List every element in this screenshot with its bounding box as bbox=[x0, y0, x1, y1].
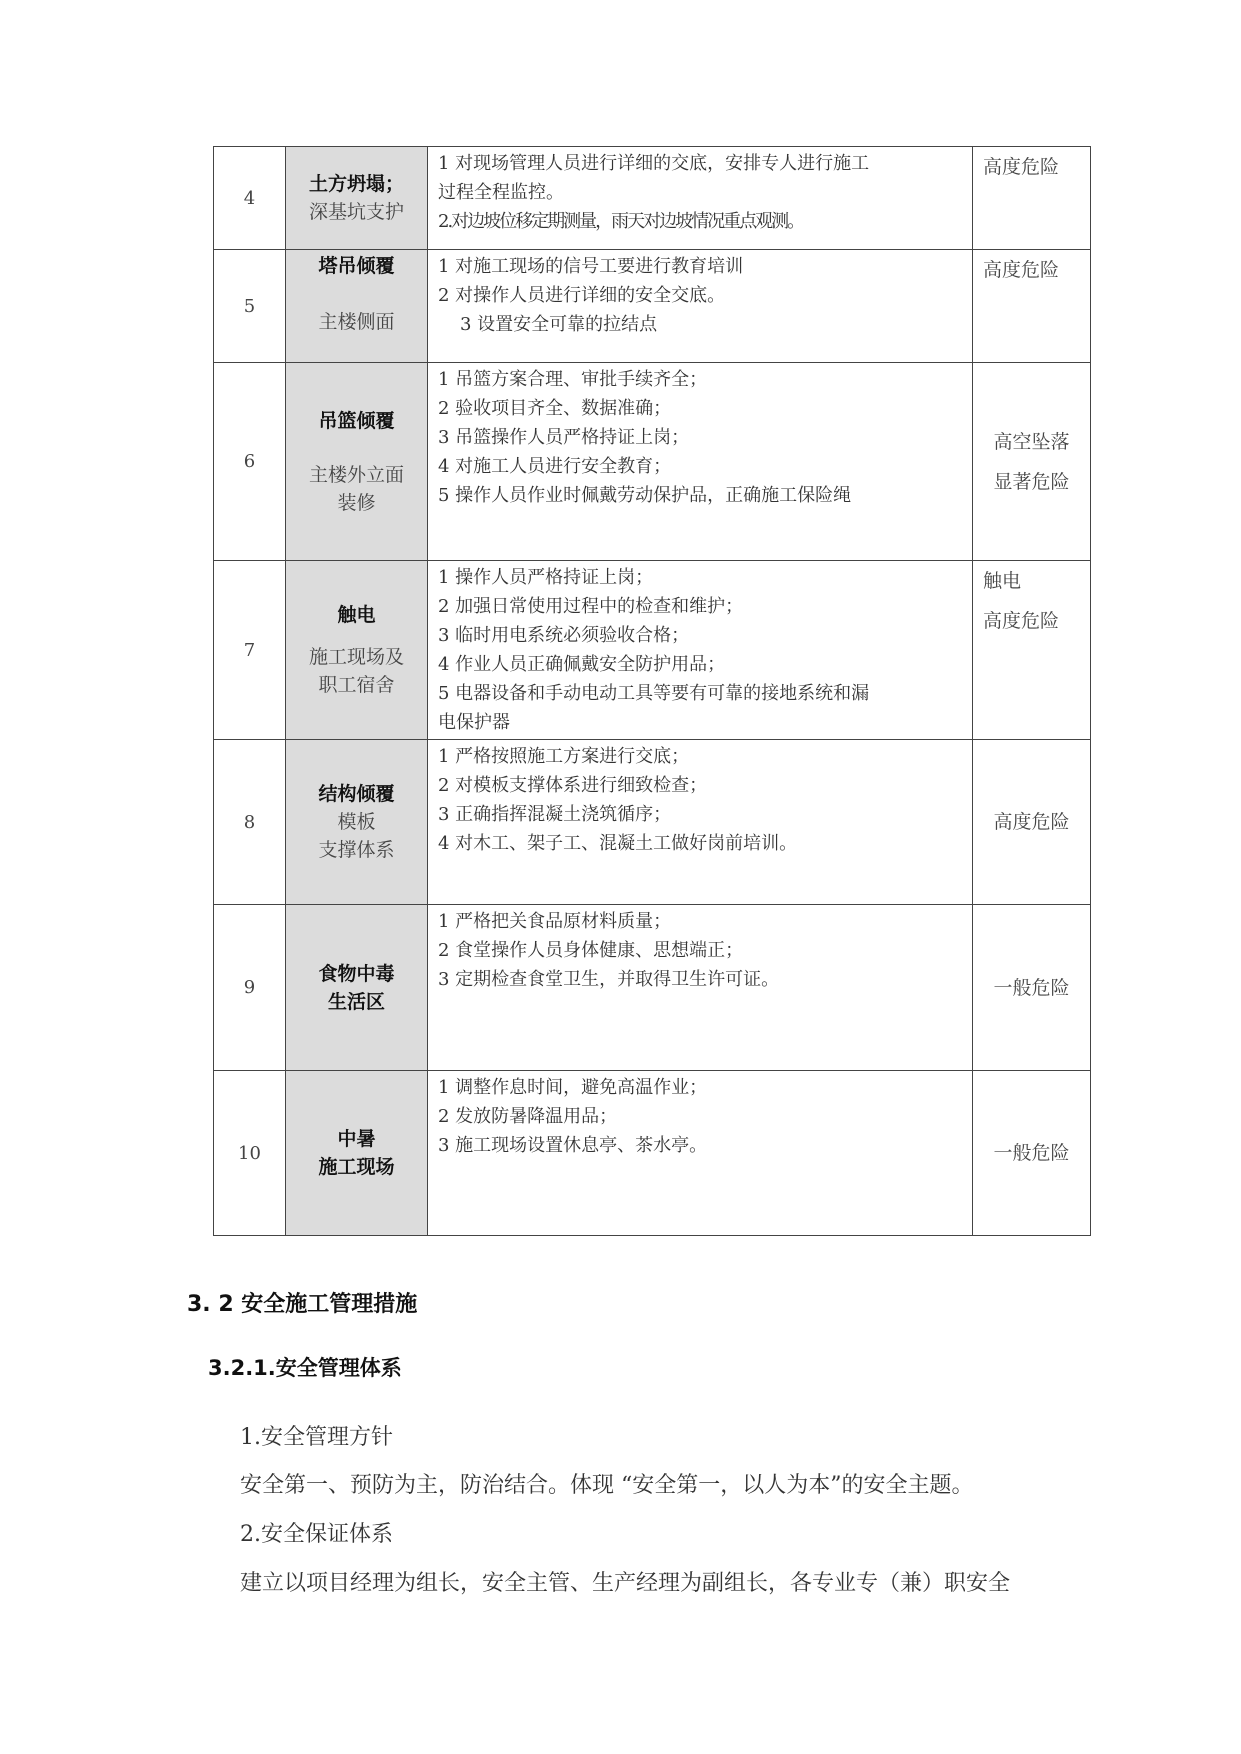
row-number: 4 bbox=[214, 147, 286, 250]
measure-line: 1 吊篮方案合理、审批手续齐全； bbox=[438, 369, 708, 390]
measure-line: 电保护器 bbox=[438, 712, 510, 733]
risk-level-text: 高度危险 bbox=[983, 156, 1060, 178]
row-number: 10 bbox=[214, 1071, 286, 1236]
measure-line: 4 对施工人员进行安全教育； bbox=[438, 456, 672, 477]
risk-level-text: 高度危险 bbox=[983, 259, 1060, 281]
table-row bbox=[214, 147, 1091, 250]
measures-cell bbox=[428, 905, 973, 1071]
measure-line: 1 对施工现场的信号工要进行教育培训 bbox=[438, 256, 744, 277]
table-row bbox=[214, 905, 1091, 1071]
measure-line: 2 发放防暑降温用品； bbox=[438, 1106, 618, 1127]
measure-line: 3 设置安全可靠的拉结点 bbox=[460, 314, 658, 335]
risk-level bbox=[973, 740, 1091, 905]
measures-cell bbox=[428, 1071, 973, 1236]
section-heading: 3. 2 安全施工管理措施 bbox=[187, 1292, 418, 1317]
paragraph: 1.安全管理方针 bbox=[240, 1425, 393, 1450]
measure-line: 2 加强日常使用过程中的检查和维护； bbox=[438, 596, 744, 617]
risk-level bbox=[973, 250, 1091, 363]
hazard-event: 土方坍塌； bbox=[308, 173, 404, 195]
measure-line: 5 操作人员作业时佩戴劳动保护品，正确施工保险绳 bbox=[438, 485, 852, 506]
table-row bbox=[214, 740, 1091, 905]
measure-line: 1 严格按照施工方案进行交底； bbox=[438, 746, 690, 767]
table-row bbox=[214, 250, 1091, 363]
measure-line: 3 定期检查食堂卫生，并取得卫生许可证。 bbox=[438, 969, 780, 990]
table-row bbox=[214, 561, 1091, 740]
row-number: 9 bbox=[214, 905, 286, 1071]
measure-line: 4 对木工、架子工、混凝土工做好岗前培训。 bbox=[438, 833, 798, 854]
subsection-heading: 3.2.1.安全管理体系 bbox=[208, 1356, 402, 1380]
measure-line: 2.对边坡位移定期测量，雨天对边坡情况重点观测。 bbox=[438, 211, 804, 232]
risk-level bbox=[973, 1071, 1091, 1236]
hazard-cell bbox=[286, 740, 428, 905]
measure-line: 2 对模板支撑体系进行细致检查； bbox=[438, 775, 708, 796]
measures-cell bbox=[428, 740, 973, 905]
hazard-event: 塔吊倾覆 bbox=[318, 255, 395, 277]
hazard-cell bbox=[286, 1071, 428, 1236]
row-number: 8 bbox=[214, 740, 286, 905]
hazard-cell bbox=[286, 363, 428, 561]
hazard-event: 中暑 施工现场 bbox=[318, 1128, 395, 1178]
table-row bbox=[214, 1071, 1091, 1236]
measure-line: 过程全程监控。 bbox=[438, 182, 564, 203]
risk-level-text: 一般危险 bbox=[993, 976, 1070, 999]
row-number: 7 bbox=[214, 561, 286, 740]
paragraph: 安全第一、预防为主，防治结合。体现 “安全第一，以人为本”的安全主题。 bbox=[240, 1473, 974, 1498]
measure-line: 3 临时用电系统必须验收合格； bbox=[438, 625, 690, 646]
measure-line: 2 验收项目齐全、数据准确； bbox=[438, 398, 672, 419]
hazard-cell bbox=[286, 905, 428, 1071]
measures-cell bbox=[428, 147, 973, 250]
paragraph: 建立以项目经理为组长，安全主管、生产经理为副组长，各专业专（兼）职安全 bbox=[240, 1571, 1011, 1596]
hazard-event: 触电 bbox=[337, 604, 376, 626]
risk-level bbox=[973, 561, 1091, 740]
risk-level-text: 触电 bbox=[983, 570, 1022, 592]
measure-line: 3 吊篮操作人员严格持证上岗； bbox=[438, 427, 690, 448]
hazard-location: 模板 支撑体系 bbox=[318, 811, 395, 861]
measure-line: 1 调整作息时间，避免高温作业； bbox=[438, 1077, 708, 1098]
measure-line: 3 施工现场设置休息亭、茶水亭。 bbox=[438, 1135, 708, 1156]
hazard-cell bbox=[286, 147, 428, 250]
measures-cell bbox=[428, 363, 973, 561]
risk-level bbox=[973, 147, 1091, 250]
measure-line: 4 作业人员正确佩戴安全防护用品； bbox=[438, 654, 726, 675]
risk-level-text: 高空坠落 bbox=[993, 430, 1070, 453]
hazard-location: 深基坑支护 bbox=[308, 201, 404, 223]
measure-line: 1 操作人员严格持证上岗； bbox=[438, 567, 654, 588]
hazard-event: 吊篮倾覆 bbox=[318, 409, 395, 432]
measure-line: 2 食堂操作人员身体健康、思想端正； bbox=[438, 940, 744, 961]
hazard-event: 结构倾覆 bbox=[318, 783, 395, 805]
measures-cell bbox=[428, 250, 973, 363]
measures-cell bbox=[428, 561, 973, 740]
risk-level-text: 一般危险 bbox=[993, 1142, 1070, 1164]
paragraph: 2.安全保证体系 bbox=[240, 1522, 393, 1547]
measure-line: 3 正确指挥混凝土浇筑循序； bbox=[438, 804, 672, 825]
hazard-cell bbox=[286, 561, 428, 740]
risk-level bbox=[973, 363, 1091, 561]
hazard-location: 主楼外立面 装修 bbox=[308, 463, 404, 514]
measure-line: 5 电器设备和手动电动工具等要有可靠的接地系统和漏 bbox=[438, 683, 870, 704]
row-number: 5 bbox=[214, 250, 286, 363]
measure-line: 1 对现场管理人员进行详细的交底，安排专人进行施工 bbox=[438, 153, 870, 174]
risk-level-text: 显著危险 bbox=[993, 470, 1070, 493]
row-number: 6 bbox=[214, 363, 286, 561]
risk-level-text: 高度危险 bbox=[993, 811, 1070, 833]
hazard-location: 施工现场及 职工宿舍 bbox=[308, 646, 404, 696]
hazard-event: 食物中毒 生活区 bbox=[318, 962, 395, 1013]
measure-line: 2 对操作人员进行详细的安全交底。 bbox=[438, 285, 726, 306]
risk-level-text: 高度危险 bbox=[983, 610, 1060, 632]
hazard-cell bbox=[286, 250, 428, 363]
hazard-location: 主楼侧面 bbox=[318, 311, 395, 333]
table-row bbox=[214, 363, 1091, 561]
hazard-table bbox=[213, 146, 1091, 1236]
measure-line: 1 严格把关食品原材料质量； bbox=[438, 911, 672, 932]
risk-level bbox=[973, 905, 1091, 1071]
